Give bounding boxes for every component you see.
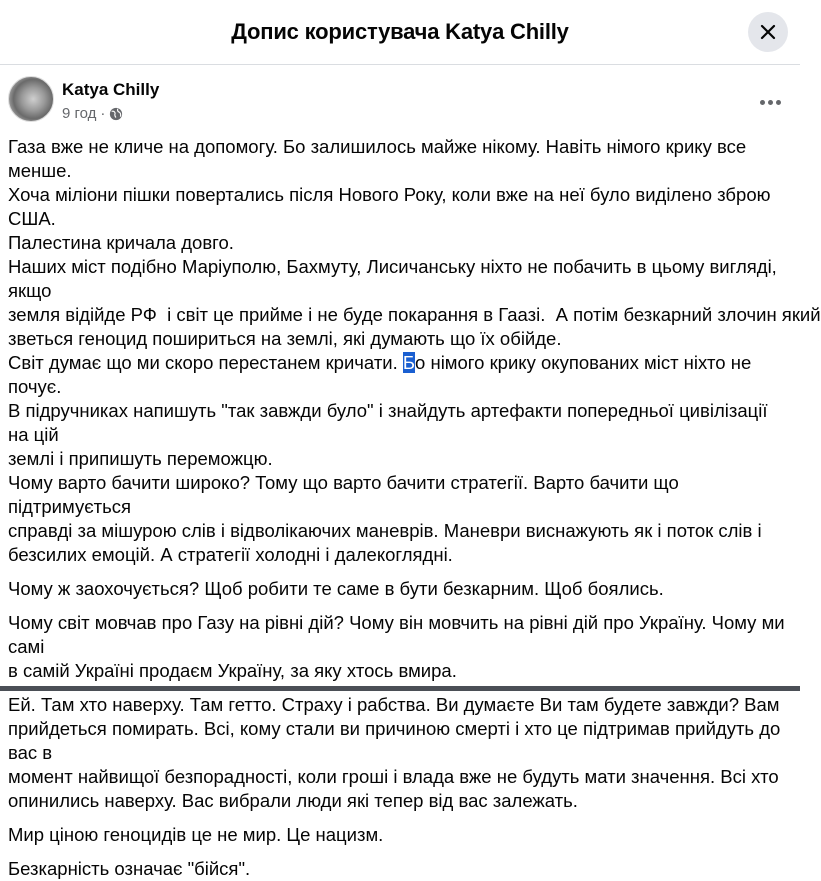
- close-icon: [758, 22, 778, 42]
- paragraph-6: [8, 857, 792, 881]
- text-line: Хоча міліони пішки повертались після Нового Року, коли вже на неї було виділено зброю США.: [8, 184, 771, 229]
- close-button[interactable]: [748, 12, 788, 52]
- text-line: в самій Україні продаєм Україну, за яку хтось вмира.: [8, 660, 457, 681]
- post-text: [8, 135, 821, 881]
- post-header: [8, 76, 792, 128]
- text-line: Палестина кричала довго.: [8, 232, 234, 253]
- dot: [768, 100, 773, 105]
- text-line: Мир ціною геноцидів це не мир. Це нацизм.: [8, 824, 384, 845]
- dot: [776, 100, 781, 105]
- text-line: В підручниках напишуть "так завжди було" і знайдуть артефакти попередньої цивілізації на цій: [8, 400, 768, 445]
- text-line: момент найвищої безпорадності, коли гроші і влада вже не будуть мати значення. Всі хто: [8, 766, 779, 787]
- globe-icon: [109, 107, 123, 121]
- paragraph-3: [8, 611, 792, 683]
- bottom-divider: [0, 686, 800, 691]
- text-line: Світ думає що ми скоро перестанем кричати.: [8, 352, 403, 373]
- paragraph-2: [8, 577, 792, 601]
- text-line: Безкарність означає "бійся".: [8, 858, 251, 879]
- text-line: Чому варто бачити широко? Тому що варто бачити стратегії. Варто бачити що підтримується: [8, 472, 679, 517]
- text-line: опинились наверху. Вас вибрали люди які тепер від вас залежать.: [8, 790, 578, 811]
- text-line: безсилих емоцій. А стратегії холодні і далекоглядні.: [8, 544, 453, 565]
- text-line: прийдеться помирать. Всі, кому стали ви причиною смерті і хто це підтримав прийдуть до вас в: [8, 718, 781, 763]
- text-line: землі і припишуть переможцю.: [8, 448, 273, 469]
- paragraph-5: [8, 823, 792, 847]
- more-options-button[interactable]: [752, 84, 788, 120]
- text-line: Чому ж заохочується? Щоб робити те саме в бути безкарним. Щоб боялись.: [8, 578, 664, 599]
- text-line: справді за мішурою слів і відволікаючих маневрів. Маневри виснажують як і поток слів і: [8, 520, 762, 541]
- text-line: земля відійде РФ і світ це прийме і не буде покарання в Гаазі. А потім безкарний злочин який: [8, 304, 821, 325]
- selected-text: Б: [402, 352, 416, 373]
- text-line: зветься геноцид пошириться на землі, які думають що їх обійде.: [8, 328, 562, 349]
- text-line: Ей. Там хто наверху. Там гетто. Страху і рабства. Ви думаєте Ви там будете завжди? Вам: [8, 694, 780, 715]
- more-horizontal-icon: [760, 100, 765, 105]
- post-meta: [62, 105, 123, 122]
- text-line: Наших міст подібно Маріуполю, Бахмуту, Лисичанську ніхто не побачить в цьому вигляді, якщо: [8, 256, 777, 301]
- dialog-title: Допис користувача Katya Chilly: [231, 19, 569, 44]
- text-line: Чому світ мовчав про Газу на рівні дій? Чому він мовчить на рівні дій про Україну. Чому ми самі: [8, 612, 785, 657]
- post-time[interactable]: 9 год: [62, 105, 97, 122]
- meta-separator: ·: [100, 105, 106, 122]
- dialog-header: [0, 0, 800, 65]
- text-line: о німого крику окупованих міст ніхто не почує.: [8, 352, 752, 397]
- paragraph-4: [8, 693, 792, 813]
- text-line: Газа вже не кличе на допомогу. Бо залишилось майже нікому. Навіть німого крику все менше.: [8, 136, 747, 181]
- avatar[interactable]: [8, 76, 54, 122]
- author-name[interactable]: Katya Chilly: [62, 80, 160, 99]
- paragraph-1: [8, 135, 821, 567]
